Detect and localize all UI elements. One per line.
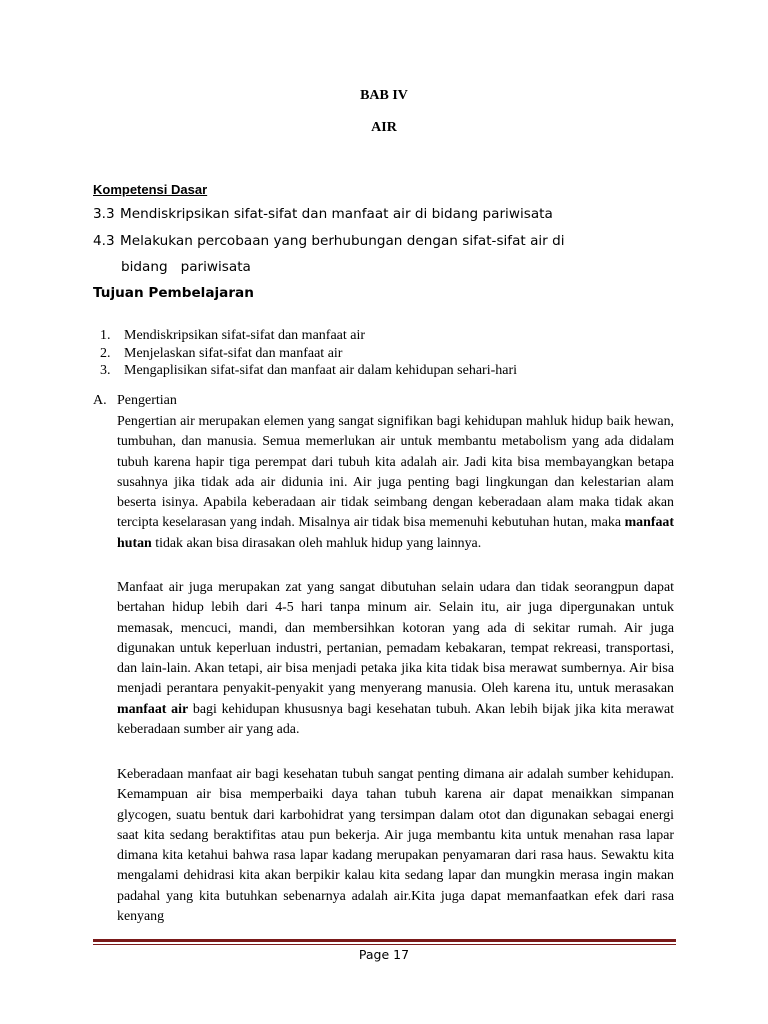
section-title: Pengertian: [117, 393, 177, 408]
kompetensi-item-continuation: bidang pariwisata: [121, 259, 251, 275]
page-number: Page 17: [358, 947, 410, 962]
list-item-number: 1.: [100, 328, 111, 343]
paragraph-1: [117, 412, 674, 554]
list-item-number: 2.: [100, 345, 111, 361]
footer-rule: [93, 939, 676, 945]
bold-phrase: manfaat hutan: [117, 515, 674, 551]
paragraph-2: [117, 578, 674, 740]
kompetensi-item-text: Mendiskripsikan sifat-sifat dan manfaat air di bidang pariwisata: [120, 206, 553, 222]
section-heading: [93, 393, 177, 409]
paragraph-text: Manfaat air juga merupakan zat yang sangat dibutuhan selain udara dan tidak seorangpun dapat bertahan hidup lebih dari 4-5 hari tanpa minum air. Selain itu, air juga dipergunakan untuk memasak, mencuci, mandi, dan membersihkan kotoran yang ada di sekitar rumah. Air juga digunakan untuk keperluan industri, pertanian, pemadam kebakaran, tempat rekreasi, transportasi, dan lain-lain. Akan tetapi, air bisa menjadi petaka jika kita tidak bisa merawat sumbernya. Air bisa menjadi perantara penyakit-penyakit yang menyerang manusia. Oleh karena itu, untuk merasakan: [117, 580, 674, 697]
list-item-text: Mengaplisikan sifat-sifat dan manfaat air dalam kehidupan sehari-hari: [124, 363, 518, 378]
paragraph-text: Pengertian air merupakan elemen yang sangat signifikan bagi kehidupan mahluk hidup baik hewan, tumbuhan, dan manusia. Semua memerlukan air untuk membantu metabolism yang ada didalam tubuh karena hapir tiga perempat dari tubuh kita adalah air. Jadi kita bisa membayangkan betapa susahnya jika tidak ada air didunia ini. Air juga penting bagi lingkungan dan kelestarian alam beserta isinya. Apabila keberadaan air tidak seimbang dengan keberadaan alam maka tidak akan tercipta keselarasan yang indah. Misalnya air tidak bisa memenuhi kebutuhan hutan, maka: [117, 414, 674, 531]
kompetensi-item: [93, 233, 565, 249]
chapter-label: BAB IV: [360, 88, 408, 103]
chapter-title: AIR: [371, 120, 397, 135]
paragraph-3: Keberadaan manfaat air bagi kesehatan tubuh sangat penting dimana air adalah sumber kehidupan. Kemampuan air bisa memperbaiki daya tahan tubuh karena air dapat menaikkan simpanan glycogen, suatu bentuk dari karbohidrat yang tersimpan dalam otot dan digunakan sebagai energi saat kita sedang beraktifitas atau pun bekerja. Air juga membantu kita untuk menahan rasa lapar dimana kita ketahui bahwa rasa lapar kadang merupakan penyamaran dari rasa haus. Sewaktu kita mengalami dehidrasi kita akan berpikir kalau kita sedang lapar dan mungkin merasa ingin makan padahal yang kita butuhkan sebenarnya adalah air.Kita juga dapat memanfaatkan efek dari rasa kenyang: [117, 767, 674, 925]
list-item: [100, 345, 517, 363]
kompetensi-item-number: 4.3: [93, 233, 115, 249]
list-item: [100, 327, 517, 345]
kompetensi-item: [93, 206, 553, 222]
list-item-text: Menjelaskan sifat-sifat dan manfaat air: [124, 345, 343, 361]
list-item: [100, 362, 517, 380]
paragraph-text: tidak akan bisa dirasakan oleh mahluk hidup yang lainnya.: [151, 535, 482, 551]
kompetensi-item-text: Melakukan percobaan yang berhubungan dengan sifat-sifat air di: [120, 233, 565, 249]
paragraph-text: bagi kehidupan khususnya bagi kesehatan tubuh. Akan lebih bijak jika kita merawat keberadaan sumber air yang ada.: [117, 701, 675, 738]
list-item-text: Mendiskripsikan sifat-sifat dan manfaat air: [124, 328, 366, 343]
section-label: A.: [93, 393, 107, 408]
tujuan-list: [100, 327, 517, 380]
footer-rule-thin: [93, 944, 676, 945]
list-item-number: 3.: [100, 363, 111, 378]
kompetensi-item-number: 3.3: [93, 206, 115, 222]
kompetensi-heading: Kompetensi Dasar: [93, 182, 208, 197]
tujuan-heading: Tujuan Pembelajaran: [93, 285, 254, 301]
bold-phrase: manfaat air: [117, 701, 189, 717]
footer-rule-thick: [93, 939, 676, 942]
